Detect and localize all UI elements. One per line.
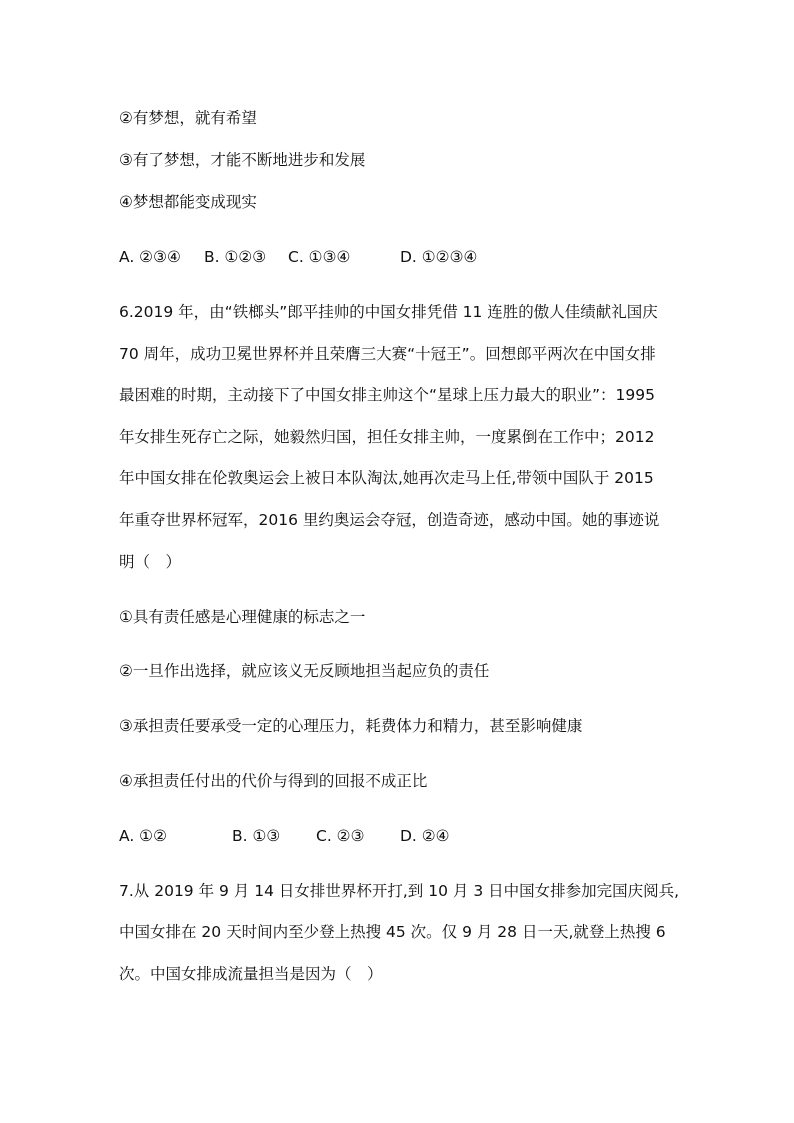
q6-option-d: D. ②④	[400, 827, 450, 845]
q5-item-2: ②有梦想，就有希望	[119, 109, 257, 127]
q5-item-4: ④梦想都能变成现实	[119, 193, 257, 211]
q5-option-b: B. ①②③	[204, 248, 267, 266]
q6-stem-line-5: 年中国女排在伦敦奥运会上被日本队淘汰,她再次走马上任,带领中国队于 2015	[119, 469, 654, 487]
q6-item-1: ①具有责任感是心理健康的标志之一	[119, 608, 366, 626]
q6-stem-line-6: 年重夺世界杯冠军，2016 里约奥运会夺冠，创造奇迹，感动中国。她的事迹说	[119, 511, 660, 529]
q5-option-d: D. ①②③④	[400, 248, 478, 266]
q7-stem-line-3: 次。中国女排成流量担当是因为（ ）	[119, 965, 383, 983]
q6-stem-line-1: 6.2019 年，由“铁榔头”郎平挂帅的中国女排凭借 11 连胜的傲人佳绩献礼国庆	[119, 303, 658, 321]
q5-option-a: A. ②③④	[119, 248, 181, 266]
q6-stem-line-3: 最困难的时期，主动接下了中国女排主帅这个“星球上压力最大的职业”：1995	[119, 386, 656, 404]
q6-item-3: ③承担责任要承受一定的心理压力，耗费体力和精力，甚至影响健康	[119, 717, 583, 735]
q5-item-3: ③有了梦想，才能不断地进步和发展	[119, 151, 366, 169]
q6-option-b: B. ①③	[232, 827, 281, 845]
q7-stem-line-2: 中国女排在 20 天时间内至少登上热搜 45 次。仅 9 月 28 日一天,就登上热搜 6	[119, 923, 666, 941]
q6-item-4: ④承担责任付出的代价与得到的回报不成正比	[119, 772, 428, 790]
q6-option-a: A. ①②	[119, 827, 167, 845]
q6-item-2: ②一旦作出选择，就应该义无反顾地担当起应负的责任	[119, 662, 490, 680]
q6-option-c: C. ②③	[316, 827, 365, 845]
q7-stem-line-1: 7.从 2019 年 9 月 14 日女排世界杯开打,到 10 月 3 日中国女排参加完国庆阅兵,	[119, 882, 680, 900]
q6-stem-line-2: 70 周年，成功卫冕世界杯并且荣膺三大赛“十冠王”。回想郎平两次在中国女排	[119, 345, 656, 363]
q6-stem-line-4: 年女排生死存亡之际，她毅然归国，担任女排主帅，一度累倒在工作中；2012	[119, 428, 655, 446]
q6-stem-line-7: 明（ ）	[119, 553, 182, 571]
q5-option-c: C. ①③④	[288, 248, 351, 266]
